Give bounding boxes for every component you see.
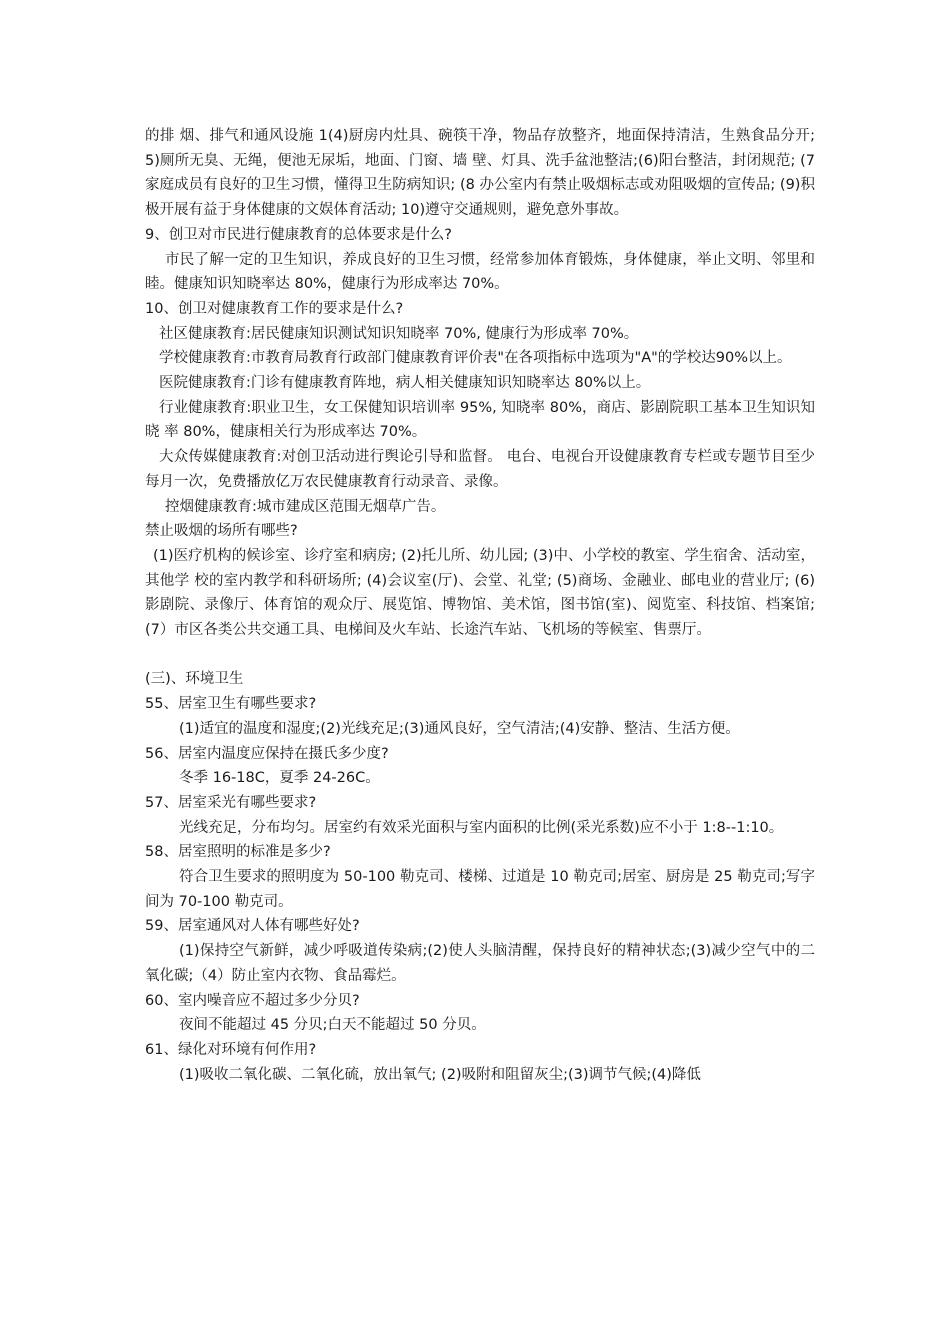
question-56: 56、居室内温度应保持在摄氏多少度? bbox=[145, 745, 389, 762]
paragraph-household-hygiene: 的排 烟、排气和通风设施 1(4)厨房内灶具、碗筷干净，物品存放整齐，地面保持清洁，生熟食品分开; 5)厕所无臭、无绳，便池无尿垢，地面、门窗、墙 壁、灯具、洗手盆池整洁;(6)阳台整洁，封闭规范; (7 家庭成员有良好的卫生习惯，懂得卫生防病知识; (8 办公室内有禁止吸烟标志或劝阻吸烟的宣传品; (9)积极开展有益于身体健康的文娱体育活动; 10)遵守交通规则，避免意外事故。 bbox=[145, 128, 816, 219]
question-55: 55、居室卫生有哪些要求? bbox=[145, 696, 317, 713]
answer-9: 市民了解一定的卫生知识，养成良好的卫生习惯，经常参加体育锻炼，身体健康，举止文明、邻里和睦。健康知识知晓率达 80%，健康行为形成率达 70%。 bbox=[145, 251, 815, 293]
question-57: 57、居室采光有哪些要求? bbox=[145, 794, 317, 811]
question-58: 58、居室照明的标准是多少? bbox=[145, 844, 331, 861]
answer-no-smoking-places: (1)医疗机构的候诊室、诊疗室和病房; (2)托儿所、幼儿园; (3)中、小学校的教室、学生宿舍、活动室，其他学 校的室内教学和科研场所; (4)会议室(厅)、会堂、礼堂; (5)商场、金融业、邮电业的营业厅; (6)影剧院、录像厅、体育馆的观众厅、展览馆、博物馆、美术馆，图书馆(室)、阅览室、科技馆、档案馆; (7）市区各类公共交通工具、电梯间及火车站、长途汽车站、飞机场的等候室、售票厅。 bbox=[145, 547, 815, 639]
document-body bbox=[145, 124, 815, 1087]
industry-health-education: 行业健康教育:职业卫生，女工保健知识培训率 95%, 知晓率 80%，商店、影剧院职工基本卫生知识知晓 率 80%，健康相关行为形成率达 70%。 bbox=[145, 399, 815, 441]
answer-60: 夜间不能超过 45 分贝;白天不能超过 50 分贝。 bbox=[179, 1017, 486, 1034]
media-health-education: 大众传媒健康教育:对创卫活动进行舆论引导和监督。 电台、电视台开设健康教育专栏或专题节目至少每月一次，免费播放亿万农民健康教育行动录音、录像。 bbox=[145, 449, 815, 490]
hospital-health-education: 医院健康教育:门诊有健康教育阵地，病人相关健康知识知晓率达 80%以上。 bbox=[159, 375, 651, 392]
answer-57: 光线充足，分布均匀。居室约有效采光面积与室内面积的比例(采光系数)应不小于 1:8--1:10。 bbox=[179, 819, 784, 836]
answer-59: (1)保持空气新鲜，减少呼吸道传染病;(2)使人头脑清醒，保持良好的精神状态;(3)减少空气中的二氧化碳;（4）防止室内衣物、食品霉烂。 bbox=[145, 943, 815, 984]
question-9: 9、创卫对市民进行健康教育的总体要求是什么? bbox=[145, 226, 452, 243]
question-10: 10、创卫对健康教育工作的要求是什么? bbox=[145, 300, 404, 317]
answer-61: (1)吸收二氧化碳、二氧化硫，放出氧气; (2)吸附和阻留灰尘;(3)调节气候;(4)降低 bbox=[179, 1066, 701, 1083]
answer-55: (1)适宜的温度和湿度;(2)光线充足;(3)通风良好，空气清洁;(4)安静、整洁、生活方便。 bbox=[179, 720, 740, 737]
community-health-education: 社区健康教育:居民健康知识测试知识知晓率 70%, 健康行为形成率 70%。 bbox=[159, 325, 639, 342]
answer-58: 符合卫生要求的照明度为 50-100 勒克司、楼梯、过道是 10 勒克司;居室、厨房是 25 勒克司;写字间为 70-100 勒克司。 bbox=[145, 869, 815, 910]
tobacco-control-education: 控烟健康教育:城市建成区范围无烟草广告。 bbox=[165, 498, 446, 515]
blank-line bbox=[145, 643, 815, 668]
question-no-smoking-places: 禁止吸烟的场所有哪些? bbox=[145, 523, 298, 540]
question-59: 59、居室通风对人体有哪些好处? bbox=[145, 918, 360, 935]
question-60: 60、室内噪音应不超过多少分贝? bbox=[145, 992, 360, 1009]
section-heading-environment: (三)、环境卫生 bbox=[145, 671, 244, 688]
question-61: 61、绿化对环境有何作用? bbox=[145, 1042, 317, 1058]
answer-56: 冬季 16-18C，夏季 24-26C。 bbox=[179, 770, 380, 787]
school-health-education: 学校健康教育:市教育局教育行政部门健康教育评价表"在各项指标中选项为"A"的学校达90%以上。 bbox=[159, 350, 792, 367]
